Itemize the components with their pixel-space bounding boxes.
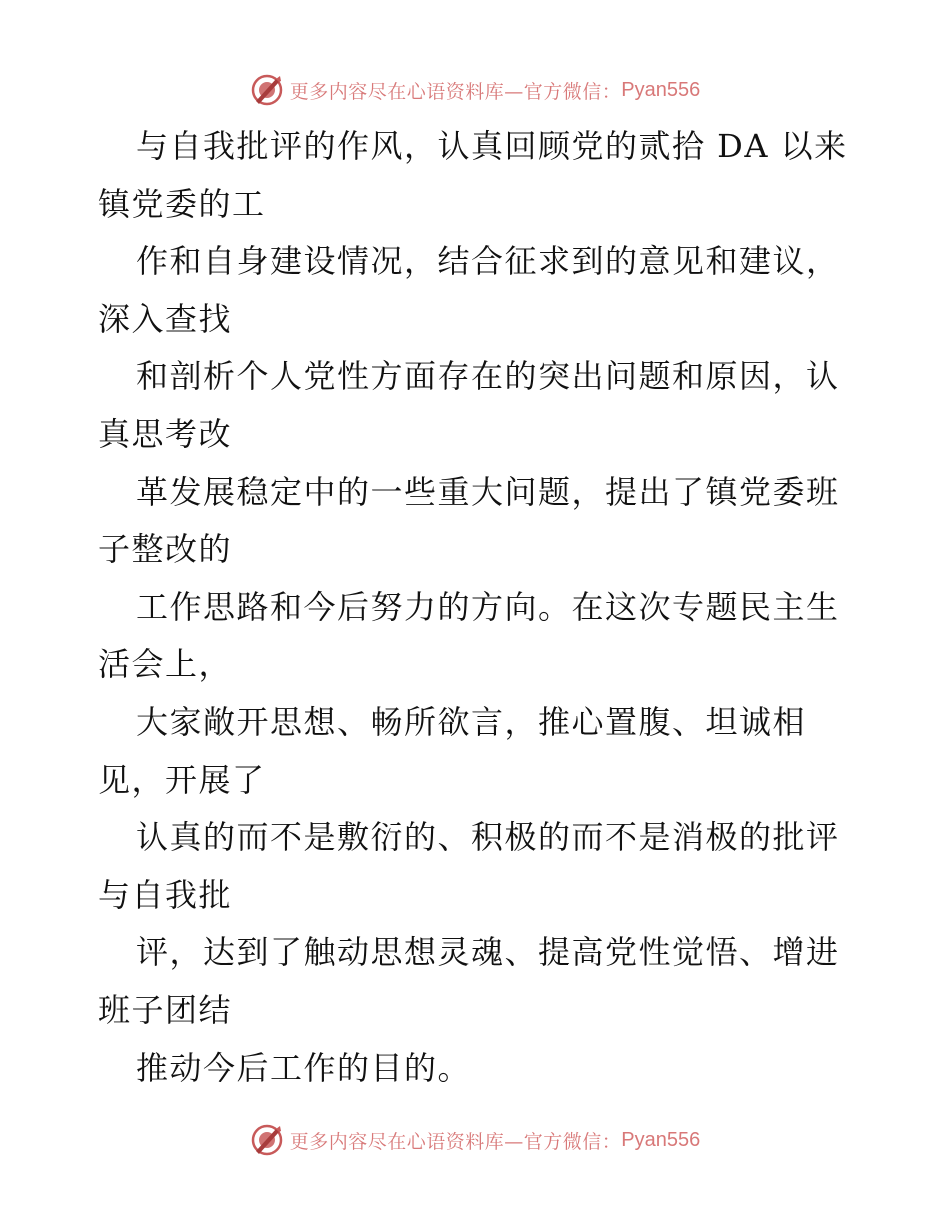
text-line: 班子团结	[98, 990, 233, 1029]
text-line: 见，开展了	[98, 760, 266, 799]
text-line: 大家敞开思想、畅所欲言，推心置腹、坦诚相	[136, 702, 807, 741]
pen-logo-icon	[250, 1123, 284, 1157]
text-line: 工作思路和今后努力的方向。在这次专题民主生	[136, 587, 840, 626]
pen-logo-icon	[250, 73, 284, 107]
text-line: 真思考改	[98, 414, 233, 453]
footer-watermark	[0, 1120, 950, 1160]
text-line: 评，达到了触动思想灵魂、提高党性觉悟、增进	[136, 933, 840, 972]
text-line: 认真的而不是敷衍的、积极的而不是消极的批评	[136, 818, 840, 857]
watermark-text: 更多内容尽在心语资料库—官方微信：	[289, 1130, 622, 1153]
text-line: 革发展稳定中的一些重大问题，提出了镇党委班	[136, 472, 840, 511]
text-line: 与自我批	[98, 875, 233, 914]
wechat-account: Pyan556	[621, 78, 701, 101]
text-line: 镇党委的工	[98, 184, 266, 223]
text-line: 与自我批评的作风，认真回顾党的贰拾 DA 以来	[136, 127, 848, 165]
watermark-text: 更多内容尽在心语资料库—官方微信：	[289, 80, 622, 103]
text-line: 深入查找	[98, 299, 233, 338]
wechat-account: Pyan556	[621, 1128, 701, 1151]
text-line: 推动今后工作的目的。	[136, 1048, 472, 1087]
text-line: 活会上，	[98, 645, 233, 684]
text-line: 和剖析个人党性方面存在的突出问题和原因，认	[136, 357, 840, 396]
text-line: 作和自身建设情况，结合征求到的意见和建议，	[136, 242, 840, 281]
text-line: 子整改的	[98, 530, 233, 569]
document-body	[98, 118, 858, 1097]
header-watermark	[0, 70, 950, 110]
